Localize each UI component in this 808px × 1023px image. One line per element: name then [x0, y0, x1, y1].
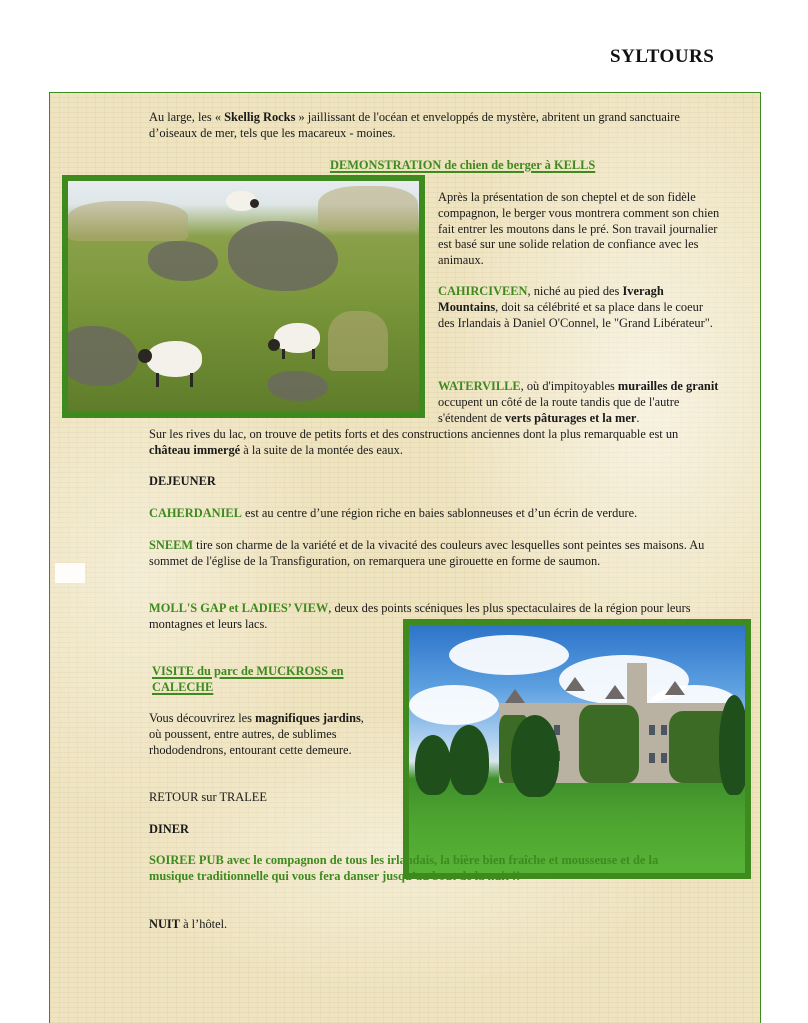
intro-text-post: » jaillissant de l'océan et enveloppés de mystère, abritent un grand sanctuaire d’oiseaux de mer, tels que les macareux - moines. [149, 110, 680, 140]
waterville-bold1: murailles de granit [617, 379, 719, 393]
waterville-post: . [636, 410, 640, 425]
intro-skellig-bold: Skellig Rocks [224, 110, 296, 124]
dinner-heading: DINER [149, 822, 189, 836]
waterville-mid: occupent un côté de la route tandis que de l'autre s'étendent de [438, 394, 680, 425]
lake-paragraph [149, 427, 709, 459]
ladies-view-name: LADIES’ VIEW [241, 601, 329, 615]
cahirciveen-pre: , niché au pied des [527, 284, 623, 298]
waterville-pre: , où d'impitoyables [520, 379, 618, 393]
sheep-photo [62, 175, 425, 418]
lake-post: à la suite de la montée des eaux. [240, 442, 403, 457]
demo-paragraph: Après la présentation de son cheptel et de son fidèle compagnon, le berger vous montrera comment son chien fait entrer les moutons dans le pré. Son travail journalier est basé sur une solide relation de confiance avec les animaux. [438, 190, 720, 268]
decorative-patch [55, 563, 85, 583]
pub-name: SOIREE PUB [149, 853, 224, 867]
caherdaniel-name: CAHERDANIEL [149, 506, 242, 520]
intro-text-pre: Au large, les « [149, 110, 225, 124]
lake-pre: Sur les rives du lac, on trouve de petits forts et des constructions anciennes dont la plus remarquable est un [149, 427, 679, 441]
cahirciveen-name: CAHIRCIVEEN [438, 284, 528, 298]
sneem-paragraph [149, 538, 709, 570]
caherdaniel-text: est au centre d’une région riche en baies sablonneuses et d’un écrin de verdure. [241, 506, 638, 520]
muckross-post: , où poussent, entre autres, de sublimes rhododendrons, entourant cette demeure. [149, 711, 364, 757]
muckross-bold: magnifiques jardins [255, 711, 361, 725]
cahirciveen-bold: Iveragh Mountains [438, 284, 664, 314]
caherdaniel-paragraph [149, 506, 729, 522]
waterville-name: WATERVILLE [438, 379, 521, 393]
muckross-paragraph [149, 711, 379, 758]
sneem-text: tire son charme de la variété et de la vivacité des couleurs avec lesquelles sont peintes ses maisons. Au sommet de l'église de la Transfiguration, on remarquera une girouette en forme de saumon. [149, 538, 705, 568]
demo-heading: DEMONSTRATION de chien de berger à KELLS [330, 158, 596, 172]
muckross-heading [152, 664, 392, 696]
pub-text: avec le compagnon de tous les irlandais, la bière bien fraîche et mousseuse et de la musique traditionnelle qui vous fera danser jusqu’au bout de la nuit !! [149, 853, 659, 883]
sneem-name: SNEEM [149, 538, 194, 552]
lake-bold: château immergé [149, 442, 241, 457]
cahirciveen-paragraph [438, 284, 720, 331]
cahirciveen-post: , doit sa célébrité et sa place dans le coeur des Irlandais à Daniel O'Connel, le "Grand Libérateur". [438, 299, 713, 330]
muckross-heading-line2: CALECHE [152, 679, 214, 694]
muckross-house-photo [403, 619, 751, 879]
muckross-heading-line1: VISITE du parc de MUCKROSS en [152, 664, 344, 678]
lunch-heading: DEJEUNER [149, 474, 216, 488]
waterville-paragraph [438, 379, 720, 426]
pub-paragraph [149, 853, 674, 885]
molls-gap-name: MOLL'S GAP [149, 601, 226, 615]
night-line [149, 917, 227, 933]
return-line: RETOUR sur TRALEE [149, 790, 267, 804]
waterville-bold2: verts pâturages et la mer [504, 410, 637, 425]
night-text: à l’hôtel. [179, 917, 228, 931]
itinerary-sheet [49, 92, 761, 1023]
brand-title: SYLTOURS [610, 46, 715, 67]
skellig-paragraph [149, 110, 709, 142]
molls-and: et [225, 601, 242, 615]
molls-text: , deux des points scéniques les plus spectaculaires de la région pour leurs montagnes et leurs lacs. [149, 601, 691, 631]
muckross-pre: Vous découvrirez les [149, 711, 256, 725]
night-bold: NUIT [149, 917, 180, 931]
